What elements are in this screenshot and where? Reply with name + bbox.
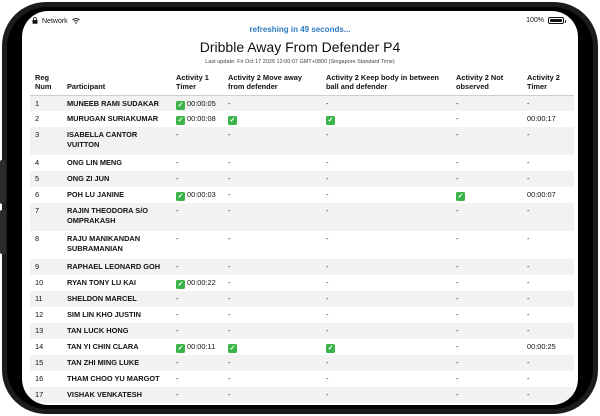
activity2-keep-body-cell: -	[326, 174, 329, 183]
participant-cell: THAM CHOO YU MARGOT	[67, 374, 160, 383]
table-body	[30, 95, 574, 403]
activity2-move-away-cell: -	[228, 326, 231, 335]
reg-num-cell: 13	[35, 326, 44, 335]
activity2-not-observed-cell: -	[456, 234, 459, 243]
reg-num-cell: 15	[35, 358, 44, 367]
table-row	[30, 203, 574, 231]
activity2-not-observed-cell: -	[456, 206, 459, 215]
activity2-timer-cell: 00:00:17	[527, 114, 556, 123]
activity2-keep-body-cell: -	[326, 310, 329, 319]
activity2-keep-body-cell: -	[326, 358, 329, 367]
activity2-keep-body-cell: -	[326, 234, 329, 243]
activity2-timer-cell: -	[527, 234, 530, 243]
participant-cell: MUNEEB RAMI SUDAKAR	[67, 98, 159, 108]
activity2-move-away-cell: -	[228, 130, 231, 139]
activity2-keep-body-cell: -	[326, 278, 329, 287]
side-button-bottom	[0, 210, 6, 254]
participant-cell: RAJIN THEODORA S/O OMPRAKASH	[67, 206, 149, 225]
activity2-keep-body-cell: -	[326, 262, 329, 271]
activity2-move-away-cell: -	[228, 158, 231, 167]
header-participant: Participant	[62, 71, 171, 95]
activity2-move-away-cell: -	[228, 174, 231, 183]
participant-cell: TAN YI CHIN CLARA	[67, 342, 139, 351]
reg-num-cell: 5	[35, 174, 40, 183]
table-row	[30, 187, 574, 203]
check-icon: ✓	[177, 117, 184, 124]
results-table	[30, 71, 574, 403]
activity1-timer-cell: -	[176, 262, 179, 271]
participant-cell: ONG ZI JUN	[67, 174, 110, 183]
last-update-text: Last update: Fri Oct 17 2025 12:00:07 GMT+0800 (Singapore Standard Time)	[205, 59, 395, 65]
activity2-keep-body-cell	[321, 339, 451, 355]
table-row	[30, 231, 574, 259]
activity2-keep-body-cell: -	[326, 190, 329, 199]
activity2-move-away-cell: -	[228, 98, 231, 108]
activity2-move-away-cell: -	[228, 294, 231, 303]
activity2-not-observed-cell: -	[456, 262, 459, 271]
check-icon: ✓	[177, 345, 184, 352]
table-row	[30, 155, 574, 171]
table-row	[30, 111, 574, 127]
table-row	[30, 339, 574, 355]
table-row	[30, 355, 574, 371]
activity2-move-away-cell	[223, 339, 321, 355]
participant-cell: VISHAK VENKATESH	[67, 390, 143, 399]
reg-num-cell: 12	[35, 310, 44, 319]
activity2-timer-cell: -	[527, 374, 530, 383]
header-reg-num: Reg Num	[30, 71, 62, 95]
activity2-not-observed-cell: -	[456, 278, 459, 287]
table-row	[30, 323, 574, 339]
table-row	[30, 291, 574, 307]
page-title: Dribble Away From Defender P4	[199, 39, 401, 55]
participant-cell: SHELDON MARCEL	[67, 294, 137, 303]
activity2-keep-body-cell: -	[326, 158, 329, 167]
activity2-not-observed-cell: -	[456, 342, 459, 351]
reg-num-cell: 16	[35, 374, 44, 383]
screen	[22, 11, 578, 405]
activity2-move-away-cell: -	[228, 390, 231, 399]
activity2-not-observed-cell: -	[456, 294, 459, 303]
activity2-keep-body-cell: -	[326, 98, 329, 108]
activity1-timer-cell: -	[176, 374, 179, 383]
activity1-timer-cell: -	[176, 130, 179, 139]
activity2-move-away-cell: -	[228, 310, 231, 319]
activity2-move-away-cell: -	[228, 234, 231, 243]
activity2-timer-cell: -	[527, 294, 530, 303]
activity2-move-away-cell: -	[228, 262, 231, 271]
participant-cell: RYAN TONY LU KAI	[67, 278, 136, 287]
header-activity2-move-away: Activity 2 Move away from defender	[223, 71, 321, 95]
activity2-not-observed-cell: -	[456, 98, 459, 108]
activity2-move-away-cell: -	[228, 358, 231, 367]
activity2-timer-cell: -	[527, 278, 530, 287]
reg-num-cell: 4	[35, 158, 40, 167]
activity2-timer-cell: -	[527, 130, 530, 139]
activity2-move-away-cell	[223, 111, 321, 127]
header-activity2-not-observed: Activity 2 Not observed	[451, 71, 522, 95]
participant-cell: TAN LUCK HONG	[67, 326, 129, 335]
reg-num-cell: 1	[35, 98, 40, 108]
activity2-keep-body-cell: -	[326, 390, 329, 399]
reg-num-cell: 17	[35, 390, 44, 399]
activity1-timer-cell: -	[176, 206, 179, 215]
activity2-keep-body-cell: -	[326, 326, 329, 335]
reg-num-cell: 11	[35, 294, 43, 303]
reg-num-cell: 6	[35, 190, 40, 199]
reg-num-cell: 8	[35, 234, 40, 243]
activity1-timer-cell: -	[176, 390, 179, 399]
activity1-timer-cell: ✓ 00:00:22	[177, 278, 216, 288]
activity2-timer-cell: -	[527, 174, 530, 183]
participant-cell: POH LU JANINE	[67, 190, 125, 199]
participant-cell: TAN ZHI MING LUKE	[67, 358, 140, 367]
table-row	[30, 259, 574, 275]
activity2-not-observed-cell: -	[456, 310, 459, 319]
activity2-not-observed-cell: -	[456, 158, 459, 167]
network-label: Network	[42, 18, 68, 25]
activity1-timer-cell: -	[176, 158, 179, 167]
reg-num-cell: 2	[35, 114, 40, 123]
table-row	[30, 275, 574, 291]
participant-cell: SIM LIN KHO JUSTIN	[67, 310, 141, 319]
activity1-timer-cell: -	[176, 294, 179, 303]
activity2-timer-cell: -	[527, 358, 530, 367]
check-icon: ✓	[229, 345, 236, 352]
activity2-keep-body-cell: -	[326, 294, 329, 303]
participant-cell: ISABELLA CANTOR VUITTON	[67, 130, 138, 149]
check-icon: ✓	[177, 101, 184, 109]
table-row	[30, 371, 574, 387]
activity2-keep-body-cell	[321, 111, 451, 127]
reg-num-cell: 14	[35, 342, 44, 351]
activity1-timer-cell: ✓ 00:00:11	[177, 342, 216, 352]
activity2-move-away-cell: -	[228, 278, 231, 287]
activity2-timer-cell: 00:00:07	[527, 190, 556, 199]
participant-cell: RAPHAEL LEONARD GOH	[67, 262, 161, 271]
check-icon: ✓	[177, 193, 184, 200]
table-header-row	[30, 71, 574, 95]
participant-cell: ONG LIN MENG	[67, 158, 123, 167]
activity2-not-observed-cell: -	[456, 390, 459, 399]
header-activity2-keep-body: Activity 2 Keep body in between ball and defender	[321, 71, 451, 95]
activity1-timer-cell: ✓ 00:00:05	[177, 98, 216, 109]
activity1-timer-cell: ✓ 00:00:03	[177, 190, 216, 200]
table-row	[30, 307, 574, 323]
table-row	[30, 387, 574, 403]
table-row	[30, 95, 574, 111]
activity2-timer-cell: -	[527, 206, 530, 215]
table-row	[30, 127, 574, 155]
activity1-timer-cell: -	[176, 174, 179, 183]
activity2-not-observed-cell: -	[456, 326, 459, 335]
table-row	[30, 171, 574, 187]
activity1-timer-cell: -	[176, 326, 179, 335]
activity2-timer-cell: -	[527, 262, 530, 271]
activity2-not-observed-cell: -	[456, 374, 459, 383]
check-icon: ✓	[177, 281, 184, 288]
reg-num-cell: 10	[35, 278, 44, 287]
participant-cell: RAJU MANIKANDAN SUBRAMANIAN	[67, 234, 141, 253]
check-icon: ✓	[327, 117, 334, 124]
activity2-timer-cell: -	[527, 326, 530, 335]
refresh-countdown: refreshing in 49 seconds...	[249, 25, 351, 34]
check-icon: ✓	[457, 193, 464, 200]
activity2-timer-cell: -	[527, 158, 530, 167]
activity2-not-observed-cell: -	[456, 130, 459, 139]
activity2-not-observed-cell	[451, 187, 522, 203]
activity2-move-away-cell: -	[228, 374, 231, 383]
activity2-timer-cell: -	[527, 310, 530, 319]
check-icon: ✓	[229, 117, 236, 124]
header-activity2-timer: Activity 2 Timer	[522, 71, 574, 95]
activity2-move-away-cell: -	[228, 190, 231, 199]
reg-num-cell: 9	[35, 262, 40, 271]
participant-cell: MURUGAN SURIAKUMAR	[67, 114, 159, 123]
activity2-keep-body-cell: -	[326, 130, 329, 139]
battery-label: 100%	[526, 17, 544, 24]
activity2-keep-body-cell: -	[326, 374, 329, 383]
activity2-timer-cell: 00:00:25	[527, 342, 556, 351]
activity2-keep-body-cell: -	[326, 206, 329, 215]
activity2-not-observed-cell: -	[456, 174, 459, 183]
activity2-move-away-cell: -	[228, 206, 231, 215]
activity1-timer-cell: -	[176, 310, 179, 319]
activity2-not-observed-cell: -	[456, 358, 459, 367]
side-button-top	[0, 160, 6, 204]
battery-icon	[548, 17, 564, 24]
header-activity1-timer: Activity 1 Timer	[171, 71, 223, 95]
activity2-not-observed-cell: -	[456, 114, 459, 123]
check-icon: ✓	[327, 345, 334, 352]
reg-num-cell: 3	[35, 130, 40, 139]
activity2-timer-cell: -	[527, 390, 530, 399]
activity1-timer-cell: -	[176, 358, 179, 367]
activity1-timer-cell: ✓ 00:00:08	[177, 114, 216, 124]
reg-num-cell: 7	[35, 206, 40, 215]
activity2-timer-cell: -	[527, 98, 530, 108]
activity1-timer-cell: -	[176, 234, 179, 243]
